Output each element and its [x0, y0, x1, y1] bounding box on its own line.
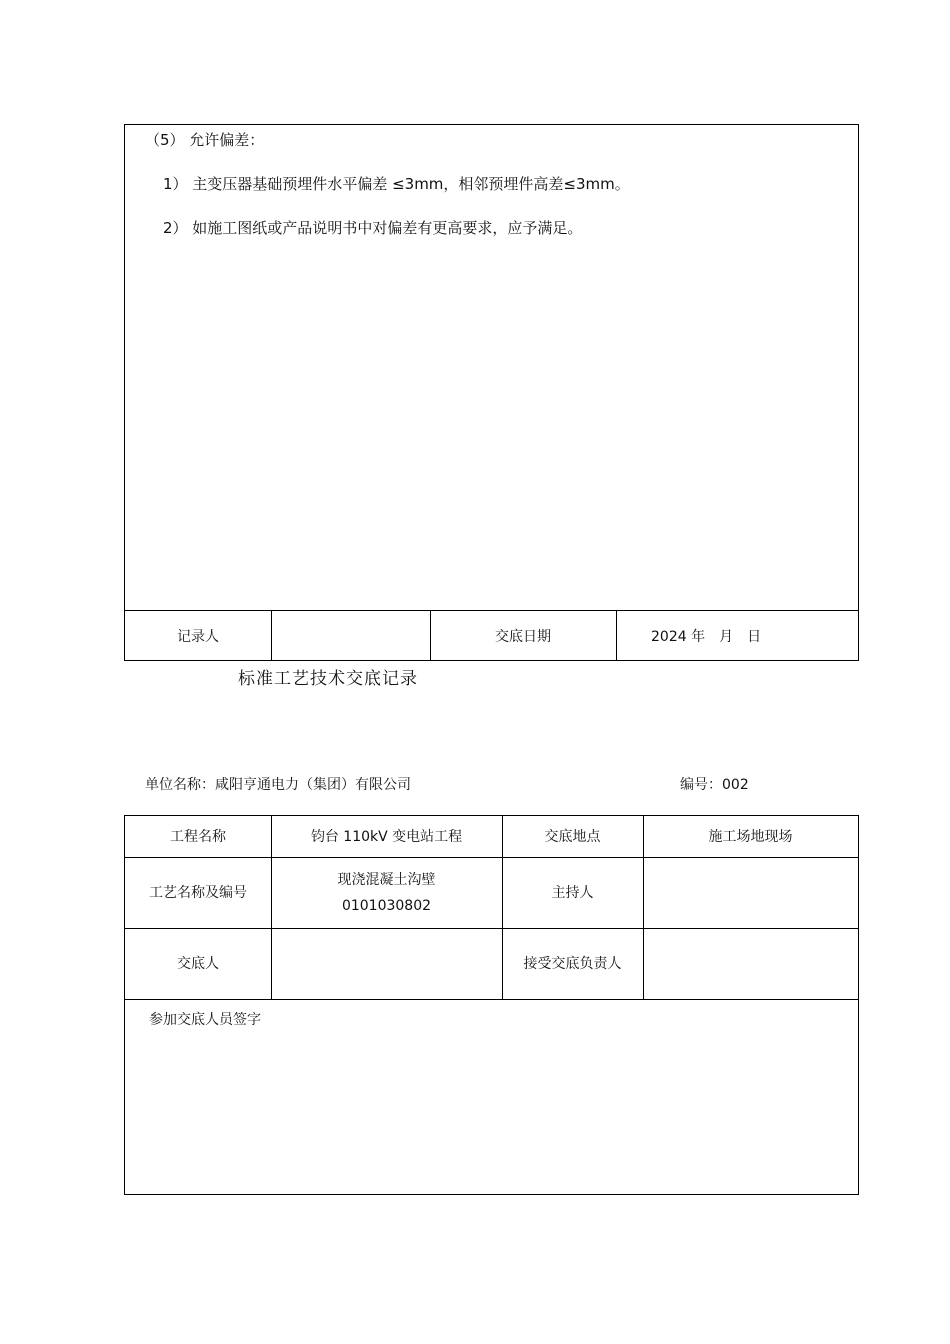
location-label: 交底地点 — [544, 828, 601, 845]
presenter-value[interactable] — [271, 928, 502, 999]
signature-area[interactable] — [125, 999, 858, 1194]
unit-name: 单位名称：咸阳亨通电力（集团）有限公司 — [145, 777, 411, 793]
process-code: 0101030802 — [341, 897, 432, 914]
project-name-label: 工程名称 — [170, 828, 226, 845]
presenter-label: 交底人 — [177, 955, 219, 972]
process-label: 工艺名称及编号 — [149, 884, 247, 901]
receiver-label: 接受交底负责人 — [523, 955, 622, 972]
receiver-value[interactable] — [643, 928, 858, 999]
host-value[interactable] — [643, 857, 858, 928]
tolerance-item-1: 1） 主变压器基础预埋件水平偏差 ≤3mm，相邻预埋件高差≤3mm。 — [163, 175, 630, 193]
recorder-label: 记录人 — [177, 628, 219, 645]
tolerance-heading: （5） 允许偏差： — [145, 131, 265, 149]
recorder-value[interactable] — [271, 611, 430, 660]
continuation-footer-row — [125, 610, 858, 660]
briefing-form-table — [124, 815, 859, 1195]
host-label: 主持人 — [551, 884, 594, 901]
process-name: 现浇混凝土沟壁 — [337, 871, 436, 888]
process-value — [271, 857, 502, 928]
date-value[interactable]: 2024 年 月 日 — [651, 628, 762, 645]
signature-label: 参加交底人员签字 — [149, 1012, 261, 1028]
date-label: 交底日期 — [495, 628, 551, 645]
location-value: 施工场地现场 — [708, 828, 793, 845]
record-code: 编号：002 — [680, 777, 749, 793]
page-title: 标准工艺技术交底记录 — [238, 669, 418, 689]
project-name-value: 钧台 110kV 变电站工程 — [310, 828, 463, 845]
tolerance-item-2: 2） 如施工图纸或产品说明书中对偏差有更高要求，应予满足。 — [163, 219, 583, 237]
continuation-table — [124, 124, 859, 661]
